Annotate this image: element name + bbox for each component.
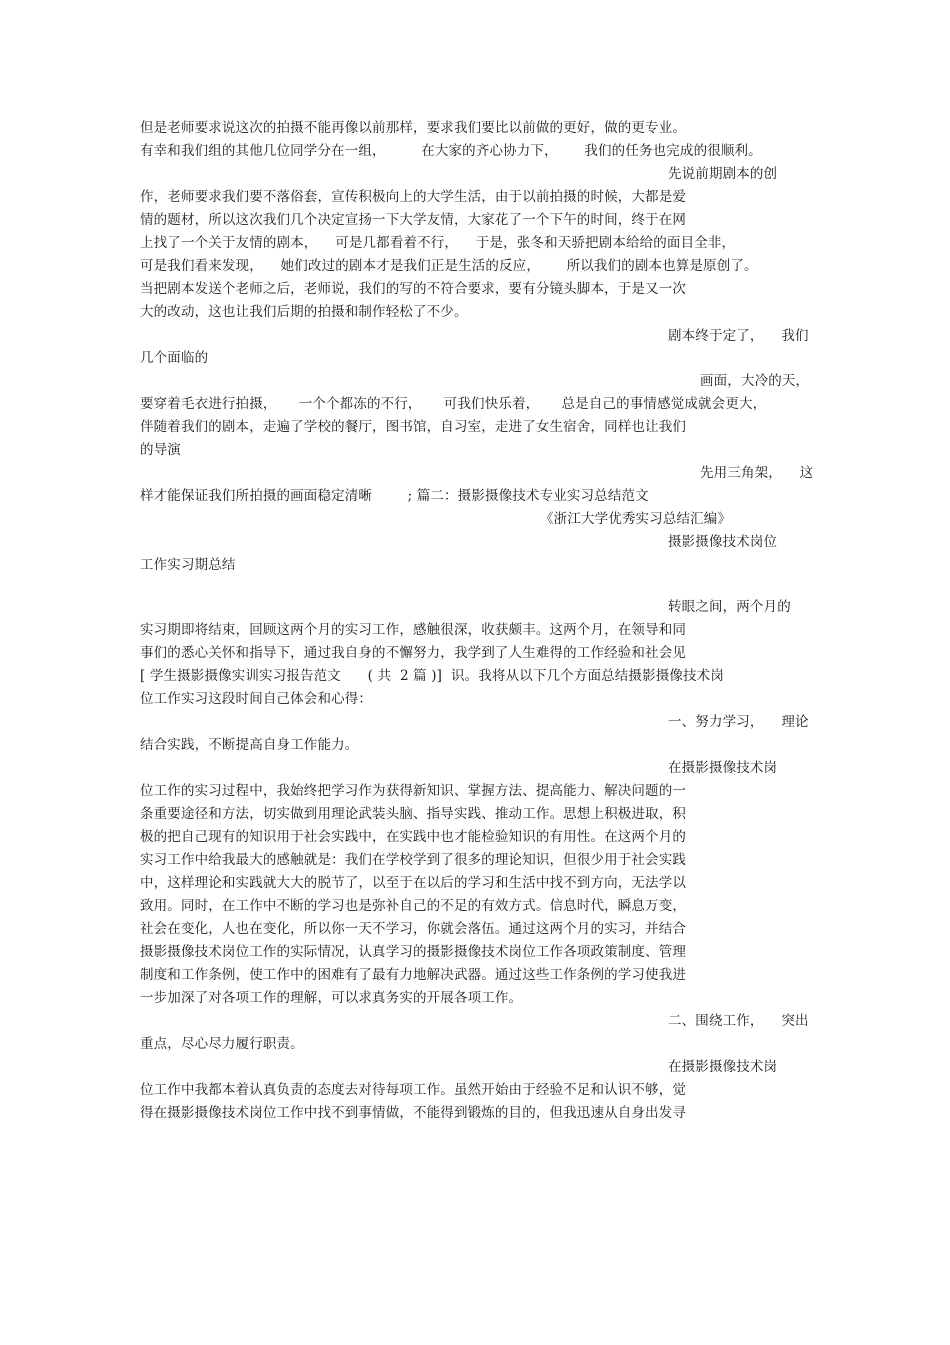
text-line: 《浙江大学优秀实习总结汇编》 [540,511,732,527]
text-line: 的导演 [140,442,181,458]
text-line: 情的题材，所以这次我们几个决定宣扬一下大学友情，大家花了一个下午的时间，终于在网 [140,212,686,228]
text-line: 条重要途径和方法，切实做到用理论武装头脑、指导实践、推动工作。思想上积极进取，积 [140,806,686,822]
text-line: 实习期即将结束，回顾这两个月的实习工作，感触很深，收获颇丰。这两个月，在领导和同 [140,622,686,638]
text-line: 位工作的实习过程中，我始终把学习作为获得新知识、掌握方法、提高能力、解决问题的一 [140,783,686,799]
text-line: 在摄影摄像技术岗 [668,1059,778,1075]
text-line: 实习工作中给我最大的感触就是：我们在学校学到了很多的理论知识，但很少用于社会实践 [140,852,686,868]
text-line: 摄影摄像技术岗位工作的实际情况，认真学习的摄影摄像技术岗位工作各项政策制度、管理 [140,944,686,960]
text-line: 在摄影摄像技术岗 [668,760,778,776]
text-line: 二、围绕工作， 突出 [668,1013,809,1029]
text-line: 当把剧本发送个老师之后，老师说，我们的写的不符合要求，要有分镜头脚本，于是又一次 [140,281,686,297]
text-line: 一步加深了对各项工作的理解，可以求真务实的开展各项工作。 [140,990,523,1006]
text-line: 工作实习期总结 [140,557,236,573]
text-line: 作，老师要求我们要不落俗套，宣传积极向上的大学生活，由于以前拍摄的时候，大都是爱 [140,189,686,205]
text-line: 伴随着我们的剧本，走遍了学校的餐厅，图书馆，自习室，走进了女生宿舍，同样也让我们 [140,419,686,435]
text-line: 可是我们看来发现， 她们改过的剧本才是我们正是生活的反应， 所以我们的剧本也算是原创了。 [140,258,758,274]
text-line: 位工作中我都本着认真负责的态度去对待每项工作。虽然开始由于经验不足和认识不够，觉 [140,1082,686,1098]
text-line: 位工作实习这段时间自己体会和心得： [140,691,373,707]
text-line: 转眼之间，两个月的 [668,599,791,615]
text-line: 先用三角架， 这 [700,465,814,481]
text-line: 有幸和我们组的其他几位同学分在一组， 在大家的齐心协力下， 我们的任务也完成的很顺利。 [140,143,762,159]
text-line: 但是老师要求说这次的拍摄不能再像以前那样，要求我们要比以前做的更好，做的更专业。 [140,120,686,136]
text-line: 重点，尽心尽力履行职责。 [140,1036,304,1052]
text-line: 事们的悉心关怀和指导下，通过我自身的不懈努力，我学到了人生难得的工作经验和社会见 [140,645,686,661]
text-line: 制度和工作条例，使工作中的困难有了最有力地解决武器。通过这些工作条例的学习使我进 [140,967,686,983]
text-line: 一、努力学习， 理论 [668,714,809,730]
text-line: [ 学生摄影摄像实训实习报告范文 ( 共 2 篇 )] 识。我将从以下几个方面总结摄影摄像技术岗 [140,668,724,684]
text-line: 中，这样理论和实践就大大的脱节了，以至于在以后的学习和生活中找不到方向，无法学以 [140,875,686,891]
text-line: 几个面临的 [140,350,209,366]
text-line: 上找了一个关于友情的剧本， 可是几都看着不行， 于是，张冬和天骄把剧本给给的面目全非， [140,235,736,251]
text-line: 得在摄影摄像技术岗位工作中找不到事情做，不能得到锻炼的目的，但我迅速从自身出发寻 [140,1105,686,1121]
text-line: 要穿着毛衣进行拍摄， 一个个都冻的不行， 可我们快乐着， 总是自己的事情感觉成就会更大， [140,396,767,412]
text-line: 极的把自己现有的知识用于社会实践中，在实践中也才能检验知识的有用性。在这两个月的 [140,829,686,845]
text-line: 画面，大冷的天， [700,373,810,389]
text-line: 剧本终于定了， 我们 [668,328,809,344]
text-line: 摄影摄像技术岗位 [668,534,778,550]
text-line: 社会在变化，人也在变化，所以你一天不学习，你就会落伍。通过这两个月的实习，并结合 [140,921,686,937]
text-line: 致用。同时，在工作中不断的学习也是弥补自己的不足的有效方式。信息时代，瞬息万变， [140,898,686,914]
text-line: 大的改动，这也让我们后期的拍摄和制作轻松了不少。 [140,304,468,320]
text-line: 结合实践，不断提高自身工作能力。 [140,737,359,753]
text-line: 先说前期剧本的创 [668,166,778,182]
text-line: 样才能保证我们所拍摄的画面稳定清晰 ; 篇二：摄影摄像技术专业实习总结范文 [140,488,649,504]
